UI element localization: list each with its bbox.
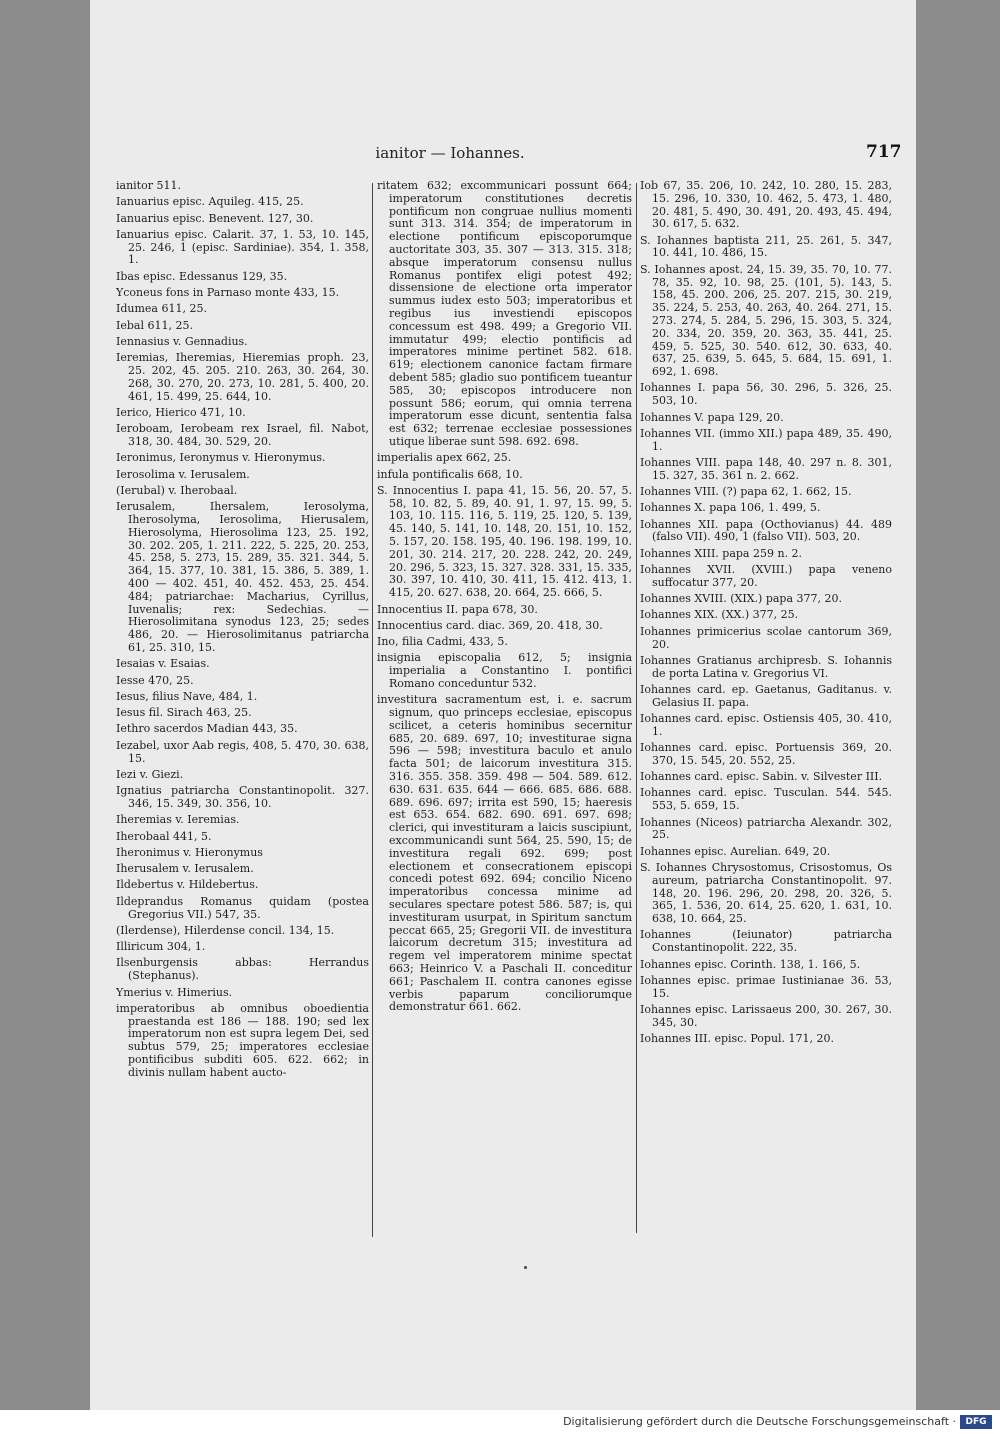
index-entry: Ino, filia Cadmi, 433, 5. (377, 635, 508, 649)
stray-mark (524, 1266, 527, 1269)
index-entry: (Ilerdense), Hilerdense concil. 134, 15. (116, 923, 335, 937)
index-entry: Ieroboam, Ierobeam rex Israel, fil. Nabot, 318, 30. 484, 30. 529, 20. (116, 422, 369, 449)
index-entry: Iohannes III. episc. Popul. 171, 20. (640, 1032, 835, 1046)
index-entry: Iherusalem v. Ierusalem. (116, 862, 254, 876)
index-entry: Ildeprandus Romanus quidam (postea Gregorius VII.) 547, 35. (116, 894, 369, 921)
index-entry: Iezi v. Giezi. (116, 767, 184, 781)
index-entry: Iohannes VII. (immo XII.) papa 489, 35. 490, 1. (640, 426, 892, 453)
index-entry: Ieronimus, Ieronymus v. Hieronymus. (116, 451, 326, 465)
index-entry: Iohannes XVIII. (XIX.) papa 377, 20. (640, 592, 842, 606)
index-entry: Iohannes XVII. (XVIII.) papa veneno suffocatur 377, 20. (640, 563, 892, 589)
index-entry: Iebal 611, 25. (116, 318, 193, 332)
index-entry: Ibas episc. Edessanus 129, 35. (116, 269, 288, 283)
index-entry: Iohannes X. papa 106, 1. 499, 5. (640, 501, 821, 515)
index-entry: Iheremias v. Ieremias. (116, 813, 240, 827)
footer-credit: Digitalisierung gefördert durch die Deutsche Forschungsgemeinschaft · (563, 1415, 956, 1428)
index-entry: Innocentius card. diac. 369, 20. 418, 30. (377, 618, 603, 632)
index-entry: imperialis apex 662, 25. (377, 451, 512, 465)
index-entry: Iohannes card. episc. Portuensis 369, 20. 370, 15. 545, 20. 552, 25. (640, 741, 892, 767)
index-entry: infula pontificalis 668, 10. (377, 467, 523, 481)
index-entry: Ianuarius episc. Aquileg. 415, 25. (116, 195, 304, 209)
index-entry: insignia episcopalia 612, 5; insignia imperialia a Constantino I. pontifici Romano conceduntur 532. (377, 651, 632, 690)
index-entry: Ierosolima v. Ierusalem. (116, 467, 250, 481)
index-entry: Iherobaal 441, 5. (116, 829, 212, 843)
index-entry: Ilsenburgensis abbas: Herrandus (Stephanus). (116, 956, 369, 983)
index-entry: Iohannes XII. papa (Octhovianus) 44. 489 (falso VII). 490, 1 (falso VII). 503, 20. (640, 517, 892, 544)
page-number: 717 (866, 142, 902, 162)
index-entry: Iohannes VIII. (?) papa 62, 1. 662, 15. (640, 485, 852, 499)
index-entry: (Ierubal) v. Iherobaal. (116, 483, 238, 497)
index-entry: Iohannes (Ieiunator) patriarcha Constantinopolit. 222, 35. (640, 928, 892, 955)
index-entry: Iohannes V. papa 129, 20. (640, 410, 784, 424)
index-entry: Iohannes primicerius scolae cantorum 369, 20. (640, 624, 892, 651)
index-entry: Iohannes card. episc. Tusculan. 544. 545. 553, 5. 659, 15. (640, 786, 892, 813)
index-entry: Iohannes episc. Larissaeus 200, 30. 267, 30. 345, 30. (640, 1002, 892, 1029)
index-entry: Ierico, Hierico 471, 10. (116, 405, 246, 419)
index-entry: Innocentius II. papa 678, 30. (377, 602, 538, 616)
index-entry: Illiricum 304, 1. (116, 940, 206, 954)
index-entry: ianitor 511. (116, 179, 181, 192)
index-entry: Iohannes episc. primae Iustinianae 36. 53, 15. (640, 973, 892, 1000)
index-column-middle (377, 180, 632, 1018)
index-entry: Iesus, filius Nave, 484, 1. (116, 689, 258, 703)
index-entry: Idumea 611, 25. (116, 302, 207, 316)
index-entry: Ianuarius episc. Benevent. 127, 30. (116, 211, 314, 225)
index-entry: Ierusalem, Ihersalem, Ierosolyma, Iherosolyma, Ierosolima, Hierusalem, Hierosolyma, Hierosolima 123, 25. 192, 30. 202. 205, 1. 211. 222, 5. 225, 20. 253, 45. 258, 5. 273, 15. 289, 35. 321. 344, 5. 364, 15. 377, 10. 381, 15. 386, 5. 389, 1. 400 — 402. 451, 40. 452. 453, 25. 454. 484; patriarchae: Macharius, Cyrillus, Iuvenalis; rex: Sedechias. — Hierosolimitana synodus 123, 25; sedes 486, 20. — Hierosolimitanus patriarcha 61, 25. 310, 15. (116, 500, 369, 654)
index-entry: S. Iohannes baptista 211, 25. 261, 5. 347, 10. 441, 10. 486, 15. (640, 233, 892, 260)
footer-bar (0, 1410, 1000, 1434)
index-column-right (640, 180, 892, 1049)
index-entry: Ieremias, Iheremias, Hieremias proph. 23, 25. 202, 45. 205. 210. 263, 30. 264, 30. 268, 30. 270, 20. 273, 10. 281, 5. 400, 20. 461, 15. 499, 25. 644, 10. (116, 351, 369, 403)
index-entry: Iethro sacerdos Madian 443, 35. (116, 722, 298, 736)
index-entry: Iennasius v. Gennadius. (116, 334, 248, 348)
index-entry: Iohannes Gratianus archipresb. S. Iohannis de porta Latina v. Gregorius VI. (640, 653, 892, 680)
index-entry: S. Innocentius I. papa 41, 15. 56, 20. 57, 5. 58, 10. 82, 5. 89, 40. 91, 1. 97, 15. 99, 5. 103, 10. 115. 116, 5. 119, 25. 120, 5. 139, 45. 140, 5. 141, 10. 148, 20. 151, 10. 152, 5. 157, 20. 158. 195, 40. 196. 198. 199, 10. 201, 30. 214. 217, 20. 228. 242, 20. 249, 20. 296, 5. 323, 15. 327. 328. 331, 15. 335, 30. 397, 10. 410, 30. 411, 15. 412. 413, 1. 415, 20. 627. 638, 20. 664, 25. 666, 5. (377, 483, 632, 600)
index-entry: Iohannes card. ep. Gaetanus, Gaditanus. v. Gelasius II. papa. (640, 682, 892, 709)
index-entry: imperatoribus ab omnibus oboedientia praestanda est 186 — 188. 190; sed lex imperatorum non est supra legem Dei, sed subtus 579, 25; imperatores ecclesiae pontificibus subditi 605. 622. 662; in divinis nullam habent aucto- (116, 1001, 369, 1079)
index-entry: ritatem 632; excommunicari possunt 664; imperatorum constitutiones decretis pontificum non congruae nullius momenti sunt 313. 314. 354; de imperatorum in electione pontificum episcoporumque auctoritate 303, 35. 307 — 313. 315. 318; absque imperatorum consensu nullus Romanus pontifex eligi potest 492; dissensione de electione orta imperator summus iudex esto 503; imperatoribus et regibus ius investiendi episcopos concessum est 498. 499; a Gregorio VII. immutatur 499; electio pontificis ad imperatores minime pertinet 582. 618. 619; electionem canonice factam firmare debent 585; gladio suo pontificem tueantur 585, 30; episcopos introducere non possunt 586; eorum, qui omnia terrena imperatorum esse dicunt, sententia falsa est 632; terrenae ecclesiae possessiones utique liberae sunt 598. 692. 698. (377, 179, 632, 448)
index-entry: Ianuarius episc. Calarit. 37, 1. 53, 10. 145, 25. 246, 1 (episc. Sardiniae). 354, 1. 358, 1. (116, 227, 369, 267)
index-entry: Iohannes episc. Aurelian. 649, 20. (640, 844, 831, 858)
index-entry: Iohannes card. episc. Sabin. v. Silvester III. (640, 770, 883, 784)
index-entry: Iohannes VIII. papa 148, 40. 297 n. 8. 301, 15. 327, 35. 361 n. 2. 662. (640, 455, 892, 482)
index-entry: Iohannes card. episc. Ostiensis 405, 30. 410, 1. (640, 711, 892, 738)
index-entry: Iohannes episc. Corinth. 138, 1. 166, 5. (640, 957, 861, 971)
index-entry: Iheronimus v. Hieronymus (116, 845, 263, 859)
index-entry: Iezabel, uxor Aab regis, 408, 5. 470, 30. 638, 15. (116, 738, 369, 765)
index-entry: S. Iohannes Chrysostomus, Crisostomus, Os aureum, patriarcha Constantinopolit. 97. 148, 20. 196. 296, 20. 298, 20. 326, 5. 365, 1. 536, 20. 614, 25. 620, 1. 631, 10. 638, 10. 664, 25. (640, 860, 892, 926)
index-column-left (116, 180, 369, 1083)
column-divider (636, 183, 637, 1233)
running-header: ianitor — Iohannes. (375, 144, 525, 162)
index-entry: Iesse 470, 25. (116, 673, 194, 687)
index-entry: Iesaias v. Esaias. (116, 657, 210, 671)
index-entry: Iohannes XIX. (XX.) 377, 25. (640, 608, 799, 622)
index-entry: Ignatius patriarcha Constantinopolit. 327. 346, 15. 349, 30. 356, 10. (116, 784, 369, 810)
index-entry: Ymerius v. Himerius. (116, 985, 233, 999)
index-entry: S. Iohannes apost. 24, 15. 39, 35. 70, 10. 77. 78, 35. 92, 10. 98, 25. (101, 5). 143, 5. 158, 45. 200. 206, 25. 207. 215, 30. 219, 35. 224, 5. 253, 40. 263, 40. 264. 271, 15. 273. 274, 5. 284, 5. 296, 15. 303, 5. 324, 20. 334, 20. 359, 20. 363, 35. 441, 25. 459, 5. 525, 30. 540. 612, 30. 633, 40. 637, 25. 639, 5. 645, 5. 684, 15. 691, 1. 692, 1. 698. (640, 262, 892, 379)
index-entry: Iohannes I. papa 56, 30. 296, 5. 326, 25. 503, 10. (640, 381, 892, 408)
dfg-logo: DFG (960, 1415, 992, 1429)
column-divider (372, 183, 373, 1237)
index-entry: Iohannes (Niceos) patriarcha Alexandr. 302, 25. (640, 815, 892, 842)
index-entry: Iob 67, 35. 206, 10. 242, 10. 280, 15. 283, 15. 296, 10. 330, 10. 462, 5. 473, 1. 480, 20. 481, 5. 490, 30. 491, 20. 493, 45. 494, 30. 617, 5. 632. (640, 179, 892, 231)
index-entry: Iohannes XIII. papa 259 n. 2. (640, 546, 803, 560)
index-entry: investitura sacramentum est, i. e. sacrum signum, quo princeps ecclesiae, episcopus scilicet, a ceteris hominibus secernitur 685, 20. 689. 697, 10; investiturae signa 596 — 598; investitura baculo et anulo facta 501; de laicorum investitura 315. 316. 355. 358. 359. 498 — 504. 589. 612. 630. 631. 635. 644 — 666. 685. 686. 688. 689. 696. 697; irrita est 590, 15; haeresis est 653. 654. 682. 690. 691. 697. 698; clerici, qui investituram a laicis suscipiunt, excommunicandi sunt 564, 25. 590, 15; de investitura regali 692. 699; post electionem et consecrationem episcopi concedi potest 692. 694; concilio Niceno imperatoribus concessa minime ad seculares spectare potest 586. 587; is, qui investituram usurpat, in Spiritum sanctum peccat 665, 25; Gregorii VII. de investitura laicorum decretum 315; investitura ad regem vel imperatorem minime spectat 663; Heinrico V. a Paschali II. conceditur 661; Paschalem II. contra canones egisse verbis paparum conciliorumque demonstratur 661. 662. (377, 693, 632, 1014)
index-entry: Ildebertus v. Hildebertus. (116, 878, 259, 892)
index-entry: Yconeus fons in Parnaso monte 433, 15. (116, 286, 340, 300)
index-entry: Iesus fil. Sirach 463, 25. (116, 706, 252, 720)
